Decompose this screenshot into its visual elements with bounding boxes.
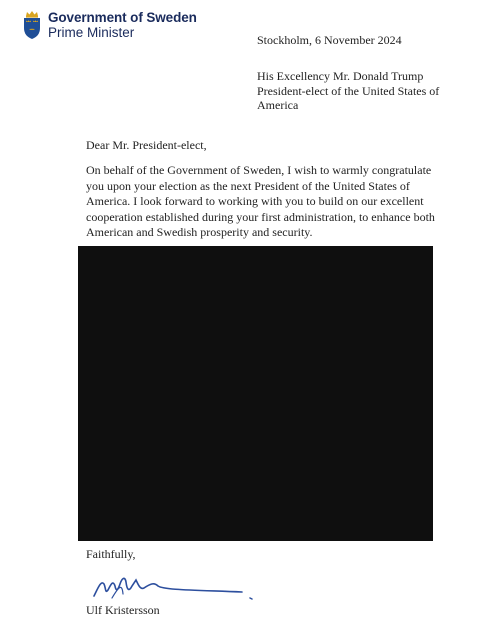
closing: Faithfully, xyxy=(86,547,136,561)
salutation: Dear Mr. President-elect, xyxy=(86,138,207,152)
office-name: Prime Minister xyxy=(48,25,135,40)
signer-name: Ulf Kristersson xyxy=(86,603,160,617)
addressee-line: President-elect of the United States of xyxy=(257,83,440,98)
letterhead-text xyxy=(48,10,197,40)
signature xyxy=(92,568,262,604)
letter-body: On behalf of the Government of Sweden, I wish to warmly congratulate you upon your election as the next President of the United States of America. I look forward to working with you to build on our excellent cooperation established during your first administration, to enhance both American and Swedish prosperity and security. xyxy=(86,163,435,239)
organization-name: Government of Sweden xyxy=(48,10,197,25)
addressee-line: His Excellency Mr. Donald Trump xyxy=(257,69,424,83)
coat-of-arms-icon xyxy=(22,10,42,40)
addressee-block xyxy=(257,69,477,113)
redacted-area xyxy=(78,246,433,541)
letterhead xyxy=(22,10,197,40)
addressee-line: America xyxy=(257,98,299,112)
date-line: Stockholm, 6 November 2024 xyxy=(257,33,402,47)
